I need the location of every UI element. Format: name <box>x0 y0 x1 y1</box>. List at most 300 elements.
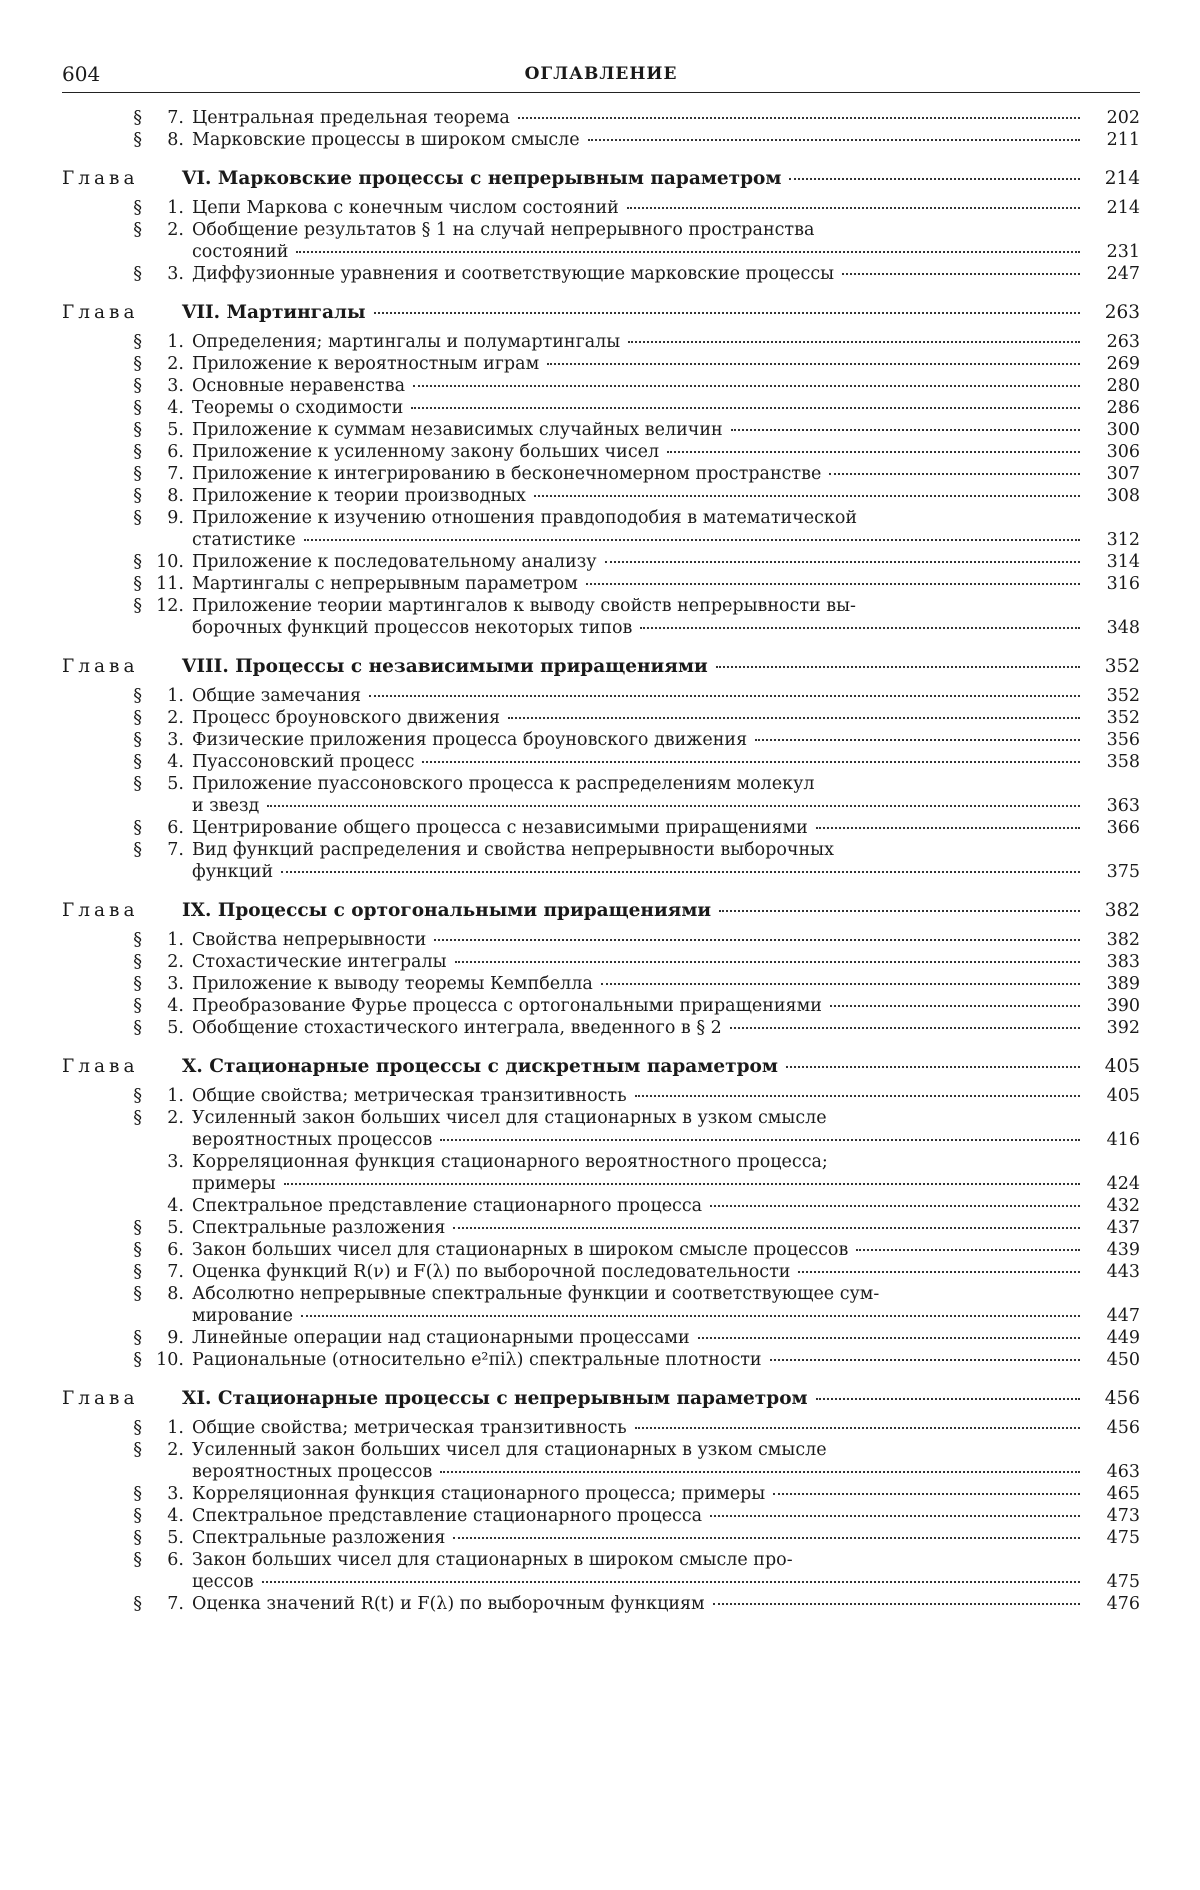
section-title: Общие свойства; метрическая транзитивность <box>192 1418 627 1438</box>
page-title: ОГЛАВЛЕНИЕ <box>524 64 678 84</box>
leader-dots <box>635 1094 1080 1097</box>
section-title: Приложение к интегрированию в бесконечномерном пространстве <box>192 464 822 484</box>
section-title-line: Усиленный закон больших чисел для стационарных в узком смысле <box>192 1108 827 1128</box>
section-sign: § <box>133 952 142 972</box>
leader-dots <box>713 1602 1080 1605</box>
section-number: 2. <box>167 708 184 728</box>
section-number: 3. <box>167 1484 184 1504</box>
section-entry <box>62 817 1140 839</box>
section-title: Преобразование Фурье процесса с ортогональными приращениями <box>192 996 822 1016</box>
section-entry <box>62 263 1140 285</box>
section-title: Общие свойства; метрическая транзитивность <box>192 1086 627 1106</box>
section-sign: § <box>133 996 142 1016</box>
running-header <box>62 60 1140 93</box>
section-number: 2. <box>167 354 184 374</box>
section-title-line: Корреляционная функция стационарного вероятностного процесса; <box>192 1152 828 1172</box>
section-page: 269 <box>1106 354 1140 374</box>
section-number: 2. <box>167 952 184 972</box>
section-entry <box>62 973 1140 995</box>
section-number: 7. <box>167 464 184 484</box>
section-sign: § <box>133 1240 142 1260</box>
section-sign: § <box>133 574 142 594</box>
section-number: 7. <box>167 1262 184 1282</box>
section-entry <box>62 773 1140 817</box>
section-number: 1. <box>167 930 184 950</box>
section-entry <box>62 1085 1140 1107</box>
section-entry <box>62 995 1140 1017</box>
section-sign: § <box>133 354 142 374</box>
section-title: Центральная предельная теорема <box>192 108 510 128</box>
section-title-line: Вид функций распределения и свойства непрерывности выборочных <box>192 840 834 860</box>
leader-dots <box>413 384 1080 387</box>
chapter-label: Глава <box>62 1388 139 1409</box>
leader-dots <box>755 738 1080 741</box>
section-number: 8. <box>167 1284 184 1304</box>
section-number: 5. <box>167 1018 184 1038</box>
section-title: Приложение к усиленному закону больших чисел <box>192 442 660 462</box>
section-number: 4. <box>167 1506 184 1526</box>
section-title: Спектральное представление стационарного процесса <box>192 1506 703 1526</box>
section-sign: § <box>133 1108 142 1128</box>
section-entry <box>62 1195 1140 1217</box>
section-page: 424 <box>1106 1174 1140 1194</box>
section-title: Основные неравенства <box>192 376 406 396</box>
section-entry <box>62 707 1140 729</box>
section-page: 214 <box>1106 198 1140 218</box>
leader-dots <box>856 1248 1080 1251</box>
section-entry <box>62 1417 1140 1439</box>
section-title: Свойства непрерывности <box>192 930 427 950</box>
leader-dots <box>731 428 1080 431</box>
section-title-line: Усиленный закон больших чисел для стационарных в узком смысле <box>192 1440 827 1460</box>
section-entry <box>62 1439 1140 1483</box>
leader-dots <box>716 665 1080 668</box>
section-page: 316 <box>1106 574 1140 594</box>
section-page: 356 <box>1106 730 1140 750</box>
leader-dots <box>301 1314 1080 1317</box>
section-number: 1. <box>167 332 184 352</box>
leader-dots <box>789 177 1080 180</box>
section-number: 5. <box>167 1528 184 1548</box>
leader-dots <box>816 1397 1080 1400</box>
section-title: Спектральные разложения <box>192 1528 446 1548</box>
section-title: Диффузионные уравнения и соответствующие марковские процессы <box>192 264 835 284</box>
section-entry <box>62 751 1140 773</box>
section-sign: § <box>133 708 142 728</box>
section-number: 4. <box>167 752 184 772</box>
leader-dots <box>773 1492 1080 1495</box>
leader-dots <box>586 582 1080 585</box>
section-title: Цепи Маркова с конечным числом состояний <box>192 198 619 218</box>
chapter-entry <box>62 295 1140 331</box>
section-sign: § <box>133 1262 142 1282</box>
section-title: и звезд <box>192 796 260 816</box>
section-sign: § <box>133 1594 142 1614</box>
section-entry <box>62 1549 1140 1593</box>
section-sign: § <box>133 596 142 616</box>
section-entry <box>62 353 1140 375</box>
section-title: Оценка функций R(ν) и F(λ) по выборочной последовательности <box>192 1262 791 1282</box>
leader-dots <box>588 138 1080 141</box>
section-sign <box>62 1151 152 1195</box>
leader-dots <box>816 826 1080 829</box>
leader-dots <box>440 1138 1080 1141</box>
chapter-entry <box>62 1049 1140 1085</box>
leader-dots <box>719 909 1080 912</box>
section-title: Обобщение стохастического интеграла, введенного в § 2 <box>192 1018 722 1038</box>
leader-dots <box>411 406 1080 409</box>
leader-dots <box>667 450 1080 453</box>
section-number: 10. <box>156 1350 184 1370</box>
section-title: вероятностных процессов <box>192 1130 433 1150</box>
chapter-entry <box>62 161 1140 197</box>
section-number: 8. <box>167 130 184 150</box>
chapter-label: Глава <box>62 900 139 921</box>
section-title: Оценка значений R(t) и F(λ) по выборочным функциям <box>192 1594 705 1614</box>
section-sign <box>62 1195 152 1217</box>
section-number: 7. <box>167 108 184 128</box>
section-page: 437 <box>1106 1218 1140 1238</box>
section-title: состояний <box>192 242 289 262</box>
section-page: 475 <box>1106 1572 1140 1592</box>
section-entry <box>62 219 1140 263</box>
section-title: мирование <box>192 1306 293 1326</box>
section-number: 3. <box>167 1152 184 1172</box>
section-title: функций <box>192 862 274 882</box>
section-sign: § <box>133 774 142 794</box>
leader-dots <box>434 938 1080 941</box>
leader-dots <box>601 982 1080 985</box>
leader-dots <box>453 1226 1080 1229</box>
section-number: 2. <box>167 1440 184 1460</box>
section-number: 1. <box>167 1418 184 1438</box>
leader-dots <box>770 1358 1080 1361</box>
section-page: 312 <box>1106 530 1140 550</box>
section-number: 9. <box>167 508 184 528</box>
section-entry <box>62 929 1140 951</box>
section-entry <box>62 1327 1140 1349</box>
section-number: 4. <box>167 996 184 1016</box>
section-sign: § <box>133 840 142 860</box>
section-page: 352 <box>1106 708 1140 728</box>
section-entry <box>62 107 1140 129</box>
section-page: 473 <box>1106 1506 1140 1526</box>
section-sign: § <box>133 464 142 484</box>
section-sign: § <box>133 332 142 352</box>
section-page: 280 <box>1106 376 1140 396</box>
section-title: Спектральные разложения <box>192 1218 446 1238</box>
leader-dots <box>508 716 1080 719</box>
section-entry <box>62 397 1140 419</box>
leader-dots <box>304 538 1080 541</box>
section-page: 348 <box>1106 618 1140 638</box>
leader-dots <box>284 1182 1080 1185</box>
section-title: Приложение к теории производных <box>192 486 526 506</box>
section-sign: § <box>133 818 142 838</box>
section-page: 308 <box>1106 486 1140 506</box>
chapter-title: VI. Марковские процессы с непрерывным параметром <box>182 168 782 189</box>
leader-dots <box>534 494 1080 497</box>
section-sign: § <box>133 1418 142 1438</box>
section-number: 6. <box>167 1550 184 1570</box>
section-title-line: Приложение теории мартингалов к выводу свойств непрерывности вы- <box>192 596 856 616</box>
section-page: 375 <box>1106 862 1140 882</box>
section-sign: § <box>133 1018 142 1038</box>
section-sign: § <box>133 1550 142 1570</box>
section-page: 247 <box>1106 264 1140 284</box>
chapter-page: 382 <box>1104 900 1140 921</box>
section-number: 6. <box>167 818 184 838</box>
chapter-label: Глава <box>62 1056 139 1077</box>
leader-dots <box>730 1026 1080 1029</box>
section-title: Приложение к суммам независимых случайных величин <box>192 420 723 440</box>
section-sign: § <box>133 220 142 240</box>
leader-dots <box>627 206 1080 209</box>
section-sign: § <box>133 1528 142 1548</box>
leader-dots <box>369 694 1080 697</box>
section-number: 3. <box>167 730 184 750</box>
section-entry <box>62 129 1140 151</box>
section-entry <box>62 1217 1140 1239</box>
section-title-line: Приложение к изучению отношения правдоподобия в математической <box>192 508 858 528</box>
section-title: Корреляционная функция стационарного процесса; примеры <box>192 1484 766 1504</box>
section-title: Стохастические интегралы <box>192 952 447 972</box>
section-title: Пуассоновский процесс <box>192 752 415 772</box>
chapter-page: 352 <box>1104 656 1140 677</box>
section-sign: § <box>133 730 142 750</box>
section-page: 416 <box>1106 1130 1140 1150</box>
section-title: цессов <box>192 1572 254 1592</box>
section-number: 5. <box>167 1218 184 1238</box>
section-page: 476 <box>1106 1594 1140 1614</box>
chapter-page: 263 <box>1104 302 1140 323</box>
section-sign: § <box>133 930 142 950</box>
leader-dots <box>605 560 1080 563</box>
section-sign: § <box>133 198 142 218</box>
chapter-title: VII. Мартингалы <box>182 302 366 323</box>
section-entry <box>62 485 1140 507</box>
section-number: 10. <box>156 552 184 572</box>
section-number: 12. <box>156 596 184 616</box>
section-number: 11. <box>156 574 184 594</box>
section-sign: § <box>133 442 142 462</box>
section-number: 6. <box>167 442 184 462</box>
leader-dots <box>786 1065 1080 1068</box>
section-page: 443 <box>1106 1262 1140 1282</box>
section-title: примеры <box>192 1174 276 1194</box>
chapter-title: XI. Стационарные процессы с непрерывным параметром <box>182 1388 808 1409</box>
leader-dots <box>440 1470 1080 1473</box>
section-number: 4. <box>167 398 184 418</box>
section-page: 358 <box>1106 752 1140 772</box>
section-number: 2. <box>167 220 184 240</box>
section-page: 450 <box>1106 1350 1140 1370</box>
section-entry <box>62 1239 1140 1261</box>
section-sign: § <box>133 1484 142 1504</box>
section-page: 363 <box>1106 796 1140 816</box>
chapter-entry <box>62 1381 1140 1417</box>
leader-dots <box>798 1270 1080 1273</box>
section-title: Центрирование общего процесса с независимыми приращениями <box>192 818 808 838</box>
section-sign: § <box>133 420 142 440</box>
section-entry <box>62 551 1140 573</box>
section-entry <box>62 331 1140 353</box>
section-page: 389 <box>1106 974 1140 994</box>
section-sign: § <box>133 1218 142 1238</box>
section-title: Процесс броуновского движения <box>192 708 501 728</box>
section-sign: § <box>133 398 142 418</box>
section-title: Общие замечания <box>192 686 362 706</box>
section-number: 7. <box>167 840 184 860</box>
section-page: 286 <box>1106 398 1140 418</box>
section-entry <box>62 1107 1140 1151</box>
section-sign: § <box>133 1440 142 1460</box>
section-sign: § <box>133 376 142 396</box>
section-entry <box>62 1151 1140 1195</box>
leader-dots <box>296 250 1080 253</box>
section-title: статистике <box>192 530 296 550</box>
chapter-title: VIII. Процессы с независимыми приращениями <box>182 656 708 677</box>
section-entry <box>62 595 1140 639</box>
chapter-title: X. Стационарные процессы с дискретным параметром <box>182 1056 778 1077</box>
section-entry <box>62 441 1140 463</box>
chapter-label: Глава <box>62 168 139 189</box>
section-title: Физические приложения процесса броуновского движения <box>192 730 748 750</box>
leader-dots <box>640 626 1080 629</box>
leader-dots <box>635 1426 1080 1429</box>
section-title-line: Приложение пуассоновского процесса к распределениям молекул <box>192 774 815 794</box>
section-number: 9. <box>167 1328 184 1348</box>
section-title: Теоремы о сходимости <box>192 398 404 418</box>
section-number: 7. <box>167 1594 184 1614</box>
table-of-contents <box>62 107 1140 1615</box>
section-sign: § <box>133 1284 142 1304</box>
section-entry <box>62 839 1140 883</box>
section-title: Определения; мартингалы и полумартингалы <box>192 332 621 352</box>
section-entry <box>62 1349 1140 1371</box>
section-page: 456 <box>1106 1418 1140 1438</box>
section-title: борочных функций процессов некоторых типов <box>192 618 633 638</box>
section-sign: § <box>133 1328 142 1348</box>
section-number: 2. <box>167 1108 184 1128</box>
toc-page <box>62 60 1140 1615</box>
section-number: 3. <box>167 376 184 396</box>
leader-dots <box>710 1514 1080 1517</box>
section-number: 8. <box>167 486 184 506</box>
section-page: 314 <box>1106 552 1140 572</box>
leader-dots <box>455 960 1080 963</box>
section-title-line: Обобщение результатов § 1 на случай непрерывного пространства <box>192 220 815 240</box>
section-entry <box>62 375 1140 397</box>
section-entry <box>62 1017 1140 1039</box>
chapter-page: 456 <box>1104 1388 1140 1409</box>
chapter-entry <box>62 649 1140 685</box>
chapter-entry <box>62 893 1140 929</box>
section-page: 465 <box>1106 1484 1140 1504</box>
section-entry <box>62 1505 1140 1527</box>
section-sign: § <box>133 552 142 572</box>
section-sign: § <box>133 1086 142 1106</box>
section-entry <box>62 419 1140 441</box>
section-title: Приложение к вероятностным играм <box>192 354 540 374</box>
section-page: 432 <box>1106 1196 1140 1216</box>
section-entry <box>62 463 1140 485</box>
section-number: 4. <box>167 1196 184 1216</box>
section-title: Закон больших чисел для стационарных в широком смысле процессов <box>192 1240 849 1260</box>
leader-dots <box>829 472 1080 475</box>
section-entry <box>62 197 1140 219</box>
section-entry <box>62 507 1140 551</box>
section-entry <box>62 1283 1140 1327</box>
chapter-label: Глава <box>62 656 139 677</box>
chapter-page: 214 <box>1104 168 1140 189</box>
leader-dots <box>374 311 1080 314</box>
section-title: Линейные операции над стационарными процессами <box>192 1328 690 1348</box>
section-number: 1. <box>167 686 184 706</box>
chapter-title: IX. Процессы с ортогональными приращениями <box>182 900 712 921</box>
leader-dots <box>518 116 1080 119</box>
leader-dots <box>830 1004 1080 1007</box>
section-page: 392 <box>1106 1018 1140 1038</box>
section-entry <box>62 729 1140 751</box>
leader-dots <box>262 1580 1080 1583</box>
section-page: 383 <box>1106 952 1140 972</box>
section-page: 463 <box>1106 1462 1140 1482</box>
section-sign: § <box>133 686 142 706</box>
section-sign: § <box>133 486 142 506</box>
leader-dots <box>453 1536 1080 1539</box>
section-entry <box>62 1483 1140 1505</box>
section-title-line: Абсолютно непрерывные спектральные функции и соответствующее сум- <box>192 1284 880 1304</box>
section-sign: § <box>133 1506 142 1526</box>
section-title: Приложение к выводу теоремы Кемпбелла <box>192 974 593 994</box>
chapter-label: Глава <box>62 302 139 323</box>
section-entry <box>62 685 1140 707</box>
section-page: 306 <box>1106 442 1140 462</box>
leader-dots <box>842 272 1080 275</box>
section-number: 5. <box>167 420 184 440</box>
section-title: Рациональные (относительно e²πiλ) спектральные плотности <box>192 1350 762 1370</box>
leader-dots <box>267 804 1080 807</box>
section-number: 3. <box>167 264 184 284</box>
section-page: 382 <box>1106 930 1140 950</box>
section-page: 307 <box>1106 464 1140 484</box>
chapter-page: 405 <box>1104 1056 1140 1077</box>
section-entry <box>62 1527 1140 1549</box>
section-page: 405 <box>1106 1086 1140 1106</box>
section-page: 231 <box>1106 242 1140 262</box>
section-sign: § <box>133 1350 142 1370</box>
section-number: 1. <box>167 1086 184 1106</box>
section-entry <box>62 1593 1140 1615</box>
section-sign: § <box>133 108 142 128</box>
section-page: 475 <box>1106 1528 1140 1548</box>
leader-dots <box>710 1204 1080 1207</box>
section-page: 439 <box>1106 1240 1140 1260</box>
section-title: вероятностных процессов <box>192 1462 433 1482</box>
section-title: Мартингалы с непрерывным параметром <box>192 574 578 594</box>
section-sign: § <box>133 130 142 150</box>
section-entry <box>62 951 1140 973</box>
section-title: Марковские процессы в широком смысле <box>192 130 580 150</box>
section-page: 352 <box>1106 686 1140 706</box>
section-page: 366 <box>1106 818 1140 838</box>
section-title-line: Закон больших чисел для стационарных в широком смысле про- <box>192 1550 793 1570</box>
section-title: Приложение к последовательному анализу <box>192 552 597 572</box>
section-sign: § <box>133 974 142 994</box>
section-number: 6. <box>167 1240 184 1260</box>
section-sign: § <box>133 264 142 284</box>
